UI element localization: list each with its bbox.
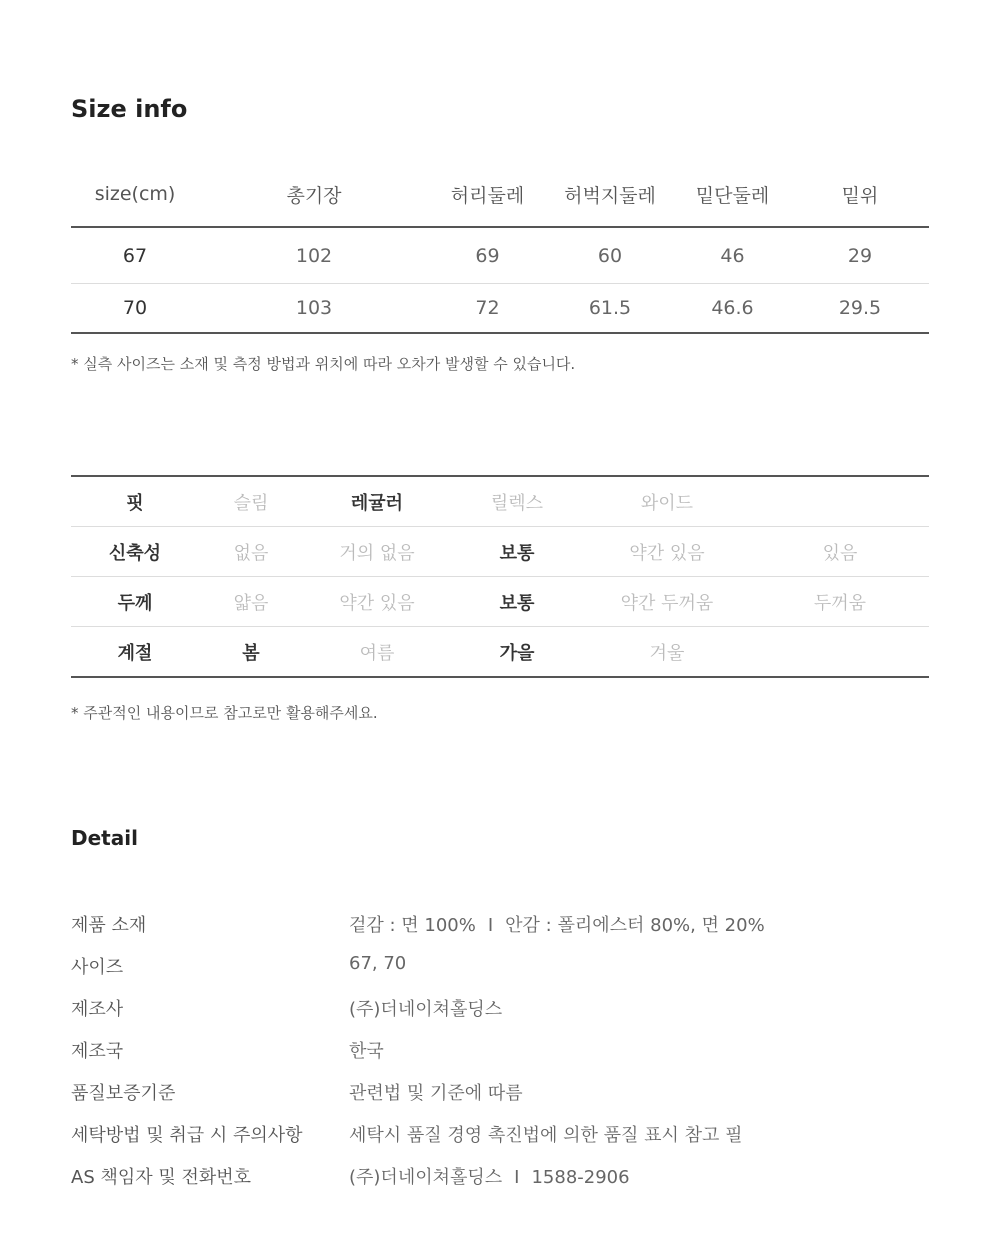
detail-list bbox=[71, 907, 929, 1201]
thigh-cell: 60 bbox=[546, 227, 674, 284]
maker-label: 제조사 bbox=[71, 999, 124, 1020]
hem-cell: 46.6 bbox=[674, 284, 791, 334]
fit-option-selected: 레귤러 bbox=[303, 476, 451, 527]
rise-cell: 29.5 bbox=[791, 284, 929, 334]
separator: I bbox=[487, 915, 494, 936]
size-value: 67, 70 bbox=[349, 953, 407, 974]
fit-row bbox=[71, 476, 929, 527]
season-row-label: 계절 bbox=[71, 627, 199, 678]
material-label: 제품 소재 bbox=[71, 915, 147, 936]
warranty-value: 관련법 및 기준에 따름 bbox=[349, 1083, 523, 1104]
fit-option: 와이드 bbox=[583, 476, 751, 527]
list-item bbox=[71, 1159, 929, 1201]
hem-cell: 46 bbox=[674, 227, 791, 284]
season-row bbox=[71, 627, 929, 678]
size-label: 사이즈 bbox=[71, 957, 124, 978]
thickness-row-label: 두께 bbox=[71, 577, 199, 627]
list-item bbox=[71, 949, 929, 991]
separator: I bbox=[514, 1167, 520, 1188]
size-info-title: Size info bbox=[71, 95, 188, 123]
stretch-option: 있음 bbox=[751, 527, 929, 577]
thickness-option: 약간 있음 bbox=[303, 577, 451, 627]
fit-note: * 주관적인 내용이므로 참고로만 활용해주세요. bbox=[71, 704, 378, 722]
season-option-selected: 가을 bbox=[451, 627, 583, 678]
thickness-option: 두꺼움 bbox=[751, 577, 929, 627]
size-header-waist: 허리둘레 bbox=[429, 162, 546, 227]
country-label: 제조국 bbox=[71, 1041, 124, 1062]
size-header-thigh: 허벅지둘레 bbox=[546, 162, 674, 227]
warranty-label: 품질보증기준 bbox=[71, 1083, 176, 1104]
material-outer: 겉감 : 면 100% bbox=[349, 915, 476, 936]
size-table bbox=[71, 162, 929, 334]
stretch-option: 약간 있음 bbox=[583, 527, 751, 577]
season-option-empty bbox=[751, 627, 929, 678]
country-value: 한국 bbox=[349, 1041, 384, 1062]
rise-cell: 29 bbox=[791, 227, 929, 284]
fit-row-label: 핏 bbox=[71, 476, 199, 527]
as-label: AS 책임자 및 전화번호 bbox=[71, 1167, 252, 1188]
list-item bbox=[71, 1117, 929, 1159]
table-row bbox=[71, 284, 929, 334]
season-option: 여름 bbox=[303, 627, 451, 678]
table-row bbox=[71, 227, 929, 284]
fit-table bbox=[71, 475, 929, 678]
as-company: (주)더네이쳐홀딩스 bbox=[349, 1167, 503, 1188]
size-note: * 실측 사이즈는 소재 및 측정 방법과 위치에 따라 오차가 발생할 수 있습니다. bbox=[71, 355, 576, 373]
waist-cell: 72 bbox=[429, 284, 546, 334]
length-cell: 102 bbox=[199, 227, 429, 284]
material-inner: 안감 : 폴리에스터 80%, 면 20% bbox=[505, 915, 765, 936]
thigh-cell: 61.5 bbox=[546, 284, 674, 334]
detail-title: Detail bbox=[71, 826, 138, 850]
length-cell: 103 bbox=[199, 284, 429, 334]
size-header-length: 총기장 bbox=[199, 162, 429, 227]
size-cell: 70 bbox=[71, 284, 199, 334]
stretch-option: 거의 없음 bbox=[303, 527, 451, 577]
thickness-option-selected: 보통 bbox=[451, 577, 583, 627]
care-label: 세탁방법 및 취급 시 주의사항 bbox=[71, 1125, 303, 1146]
list-item bbox=[71, 1075, 929, 1117]
as-phone: 1588-2906 bbox=[531, 1167, 630, 1188]
size-header-hem: 밑단둘레 bbox=[674, 162, 791, 227]
thickness-option: 얇음 bbox=[199, 577, 303, 627]
fit-option-empty bbox=[751, 476, 929, 527]
size-header-size: size(cm) bbox=[71, 162, 199, 227]
fit-option: 릴렉스 bbox=[451, 476, 583, 527]
material-value bbox=[349, 911, 765, 937]
list-item bbox=[71, 991, 929, 1033]
size-header-rise: 밑위 bbox=[791, 162, 929, 227]
maker-value: (주)더네이쳐홀딩스 bbox=[349, 999, 503, 1020]
thickness-option: 약간 두꺼움 bbox=[583, 577, 751, 627]
stretch-row-label: 신축성 bbox=[71, 527, 199, 577]
size-table-header bbox=[71, 162, 929, 227]
season-option-selected: 봄 bbox=[199, 627, 303, 678]
stretch-option-selected: 보통 bbox=[451, 527, 583, 577]
size-cell: 67 bbox=[71, 227, 199, 284]
season-option: 겨울 bbox=[583, 627, 751, 678]
fit-option: 슬림 bbox=[199, 476, 303, 527]
care-value: 세탁시 품질 경영 촉진법에 의한 품질 표시 참고 필 bbox=[349, 1125, 743, 1146]
as-value bbox=[349, 1163, 630, 1189]
thickness-row bbox=[71, 577, 929, 627]
stretch-row bbox=[71, 527, 929, 577]
list-item bbox=[71, 1033, 929, 1075]
waist-cell: 69 bbox=[429, 227, 546, 284]
stretch-option: 없음 bbox=[199, 527, 303, 577]
list-item bbox=[71, 907, 929, 949]
